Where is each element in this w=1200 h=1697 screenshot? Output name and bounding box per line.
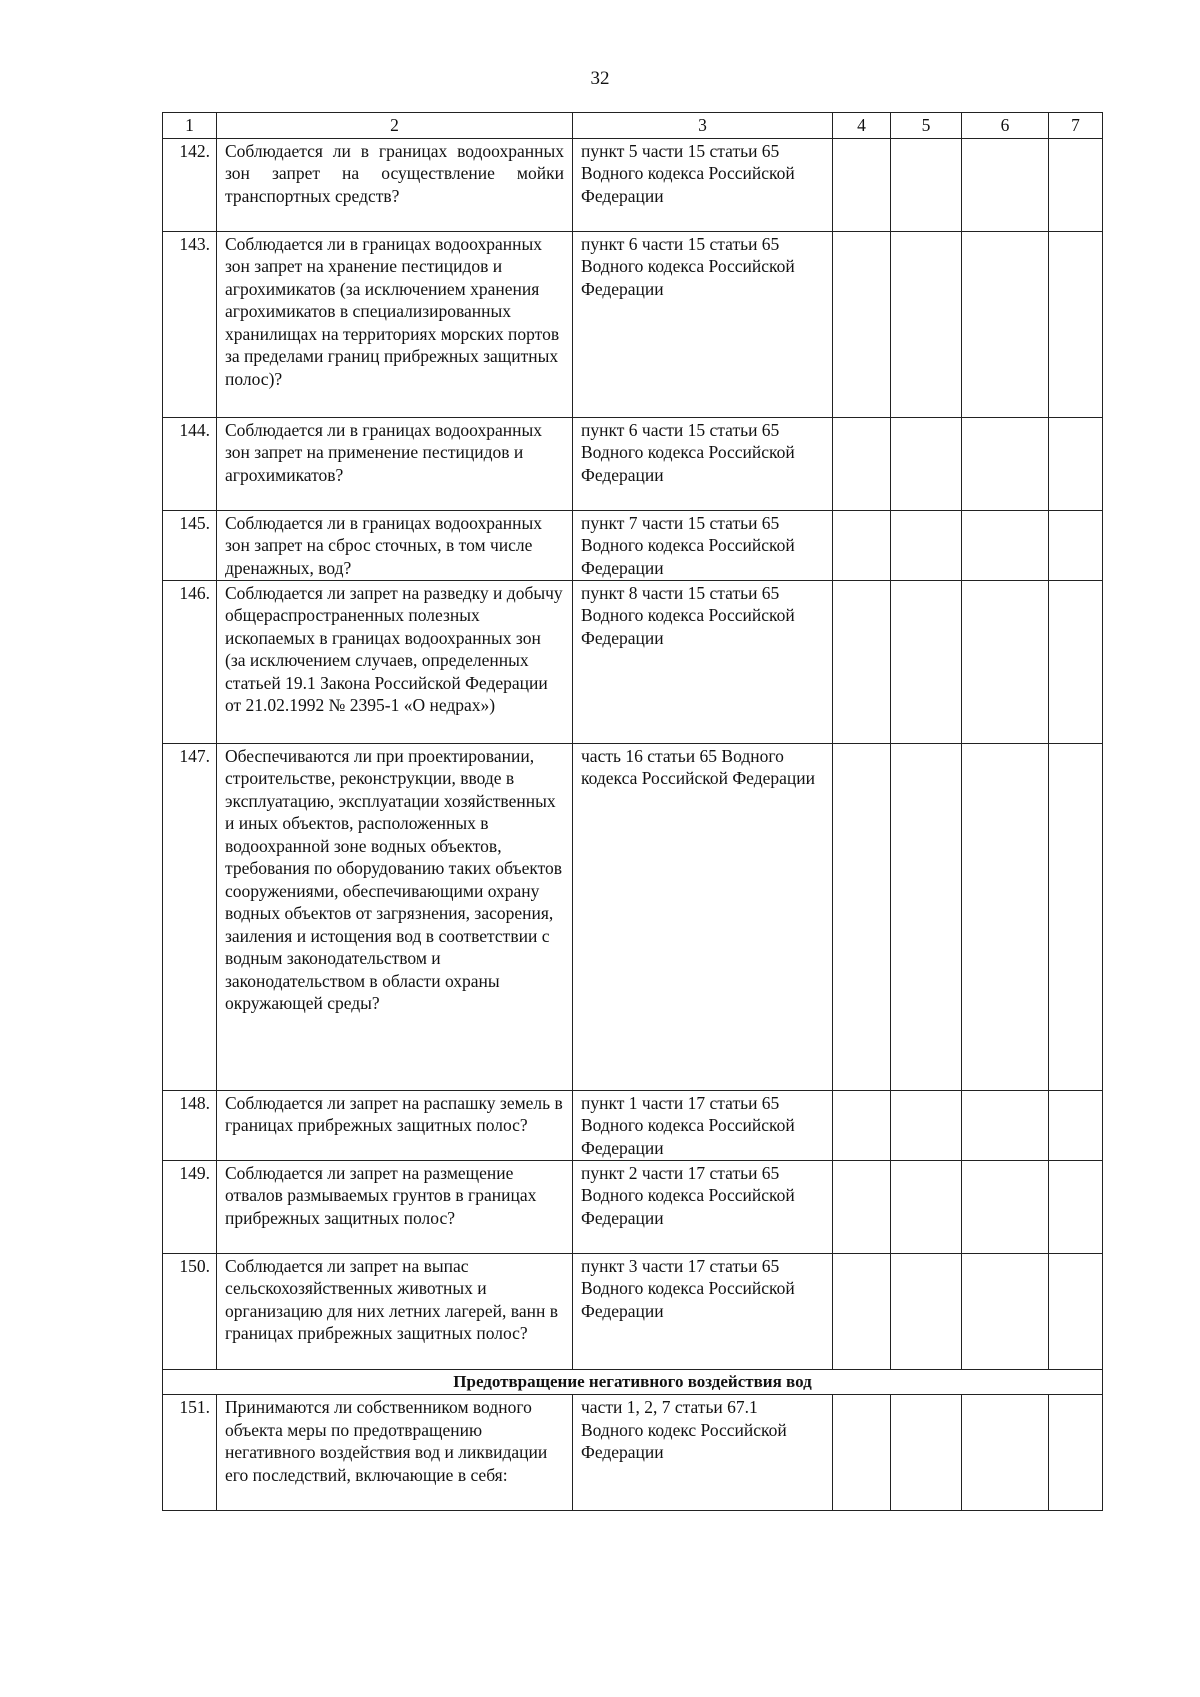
table-row — [163, 417, 1103, 510]
row-reference: пункт 3 части 17 статьи 65 Водного кодекса Российской Федерации — [573, 1253, 833, 1369]
row-cell-5 — [891, 510, 962, 580]
row-cell-6 — [962, 743, 1049, 1090]
row-cell-7 — [1049, 1253, 1103, 1369]
row-reference: пункт 2 части 17 статьи 65 Водного кодекса Российской Федерации — [573, 1160, 833, 1253]
row-cell-7 — [1049, 580, 1103, 743]
row-cell-6 — [962, 1160, 1049, 1253]
checklist-table — [162, 112, 1103, 1511]
row-cell-4 — [833, 1090, 891, 1160]
row-reference: части 1, 2, 7 статьи 67.1 Водного кодекс Российской Федерации — [573, 1395, 833, 1511]
row-cell-6 — [962, 580, 1049, 743]
table-row — [163, 1253, 1103, 1369]
row-cell-6 — [962, 510, 1049, 580]
row-number: 147. — [163, 743, 217, 1090]
row-question: Соблюдается ли в границах водоохранных зон запрет на хранение пестицидов и агрохимикатов (за исключением хранения агрохимикатов в специализированных хранилищах на территориях морских портов за пределами границ прибрежных защитных полос)? — [217, 231, 573, 417]
row-cell-7 — [1049, 231, 1103, 417]
row-number: 143. — [163, 231, 217, 417]
row-cell-5 — [891, 231, 962, 417]
row-cell-7 — [1049, 138, 1103, 231]
column-header: 7 — [1049, 113, 1103, 139]
table-row — [163, 580, 1103, 743]
table-row — [163, 231, 1103, 417]
table-row — [163, 743, 1103, 1090]
row-cell-7 — [1049, 1090, 1103, 1160]
row-cell-6 — [962, 1395, 1049, 1511]
row-question: Соблюдается ли в границах водоохранных зон запрет на осуществление мойки транспортных средств? — [217, 138, 573, 231]
row-cell-6 — [962, 1253, 1049, 1369]
row-reference: пункт 7 части 15 статьи 65 Водного кодекса Российской Федерации — [573, 510, 833, 580]
row-cell-5 — [891, 138, 962, 231]
table-row — [163, 1395, 1103, 1511]
column-header: 2 — [217, 113, 573, 139]
row-number: 145. — [163, 510, 217, 580]
row-number: 148. — [163, 1090, 217, 1160]
row-cell-6 — [962, 138, 1049, 231]
row-number: 150. — [163, 1253, 217, 1369]
column-header: 4 — [833, 113, 891, 139]
page-number: 32 — [590, 68, 610, 89]
column-header: 6 — [962, 113, 1049, 139]
row-cell-4 — [833, 1395, 891, 1511]
row-cell-4 — [833, 580, 891, 743]
row-reference: пункт 6 части 15 статьи 65 Водного кодекса Российской Федерации — [573, 231, 833, 417]
table-row — [163, 1090, 1103, 1160]
row-question: Соблюдается ли запрет на размещение отвалов размываемых грунтов в границах прибрежных защитных полос? — [217, 1160, 573, 1253]
row-question: Соблюдается ли запрет на выпас сельскохозяйственных животных и организацию для них летних лагерей, ванн в границах прибрежных защитных полос? — [217, 1253, 573, 1369]
row-question: Соблюдается ли в границах водоохранных зон запрет на применение пестицидов и агрохимикатов? — [217, 417, 573, 510]
row-number: 142. — [163, 138, 217, 231]
row-number: 146. — [163, 580, 217, 743]
row-cell-5 — [891, 1395, 962, 1511]
table-row — [163, 510, 1103, 580]
row-reference: пункт 1 части 17 статьи 65 Водного кодекса Российской Федерации — [573, 1090, 833, 1160]
row-cell-5 — [891, 1160, 962, 1253]
table-row — [163, 138, 1103, 231]
row-cell-5 — [891, 417, 962, 510]
section-row — [163, 1369, 1103, 1395]
row-cell-6 — [962, 231, 1049, 417]
section-title: Предотвращение негативного воздействия вод — [163, 1369, 1103, 1395]
row-cell-6 — [962, 417, 1049, 510]
row-cell-4 — [833, 1253, 891, 1369]
row-question: Соблюдается ли запрет на распашку земель в границах прибрежных защитных полос? — [217, 1090, 573, 1160]
row-cell-7 — [1049, 743, 1103, 1090]
row-cell-4 — [833, 510, 891, 580]
row-cell-5 — [891, 580, 962, 743]
row-cell-7 — [1049, 417, 1103, 510]
row-question: Принимаются ли собственником водного объекта меры по предотвращению негативного воздействия вод и ликвидации его последствий, включающие в себя: — [217, 1395, 573, 1511]
row-question: Соблюдается ли в границах водоохранных зон запрет на сброс сточных, в том числе дренажных, вод? — [217, 510, 573, 580]
row-reference: пункт 5 части 15 статьи 65 Водного кодекса Российской Федерации — [573, 138, 833, 231]
row-cell-4 — [833, 417, 891, 510]
row-question: Обеспечиваются ли при проектировании, строительстве, реконструкции, вводе в эксплуатацию, эксплуатации хозяйственных и иных объектов, расположенных в водоохранной зоне водных объектов, требования по оборудованию таких объектов сооружениями, обеспечивающими охрану водных объектов от загрязнения, засорения, заиления и истощения вод в соответствии с водным законодательством и законодательством в области охраны окружающей среды? — [217, 743, 573, 1090]
table-row — [163, 1160, 1103, 1253]
column-header: 5 — [891, 113, 962, 139]
row-cell-5 — [891, 1253, 962, 1369]
row-cell-7 — [1049, 1160, 1103, 1253]
row-question: Соблюдается ли запрет на разведку и добычу общераспространенных полезных ископаемых в границах водоохранных зон (за исключением случаев, определенных статьей 19.1 Закона Российской Федерации от 21.02.1992 № 2395-1 «О недрах») — [217, 580, 573, 743]
row-cell-4 — [833, 743, 891, 1090]
row-number: 149. — [163, 1160, 217, 1253]
row-reference: пункт 8 части 15 статьи 65 Водного кодекса Российской Федерации — [573, 580, 833, 743]
row-cell-7 — [1049, 510, 1103, 580]
row-cell-4 — [833, 1160, 891, 1253]
row-cell-7 — [1049, 1395, 1103, 1511]
row-cell-5 — [891, 743, 962, 1090]
row-number: 144. — [163, 417, 217, 510]
row-reference: пункт 6 части 15 статьи 65 Водного кодекса Российской Федерации — [573, 417, 833, 510]
row-reference: часть 16 статьи 65 Водного кодекса Российской Федерации — [573, 743, 833, 1090]
column-header: 3 — [573, 113, 833, 139]
row-number: 151. — [163, 1395, 217, 1511]
column-header: 1 — [163, 113, 217, 139]
table-header-row — [163, 113, 1103, 139]
row-cell-5 — [891, 1090, 962, 1160]
row-cell-6 — [962, 1090, 1049, 1160]
row-cell-4 — [833, 231, 891, 417]
row-cell-4 — [833, 138, 891, 231]
